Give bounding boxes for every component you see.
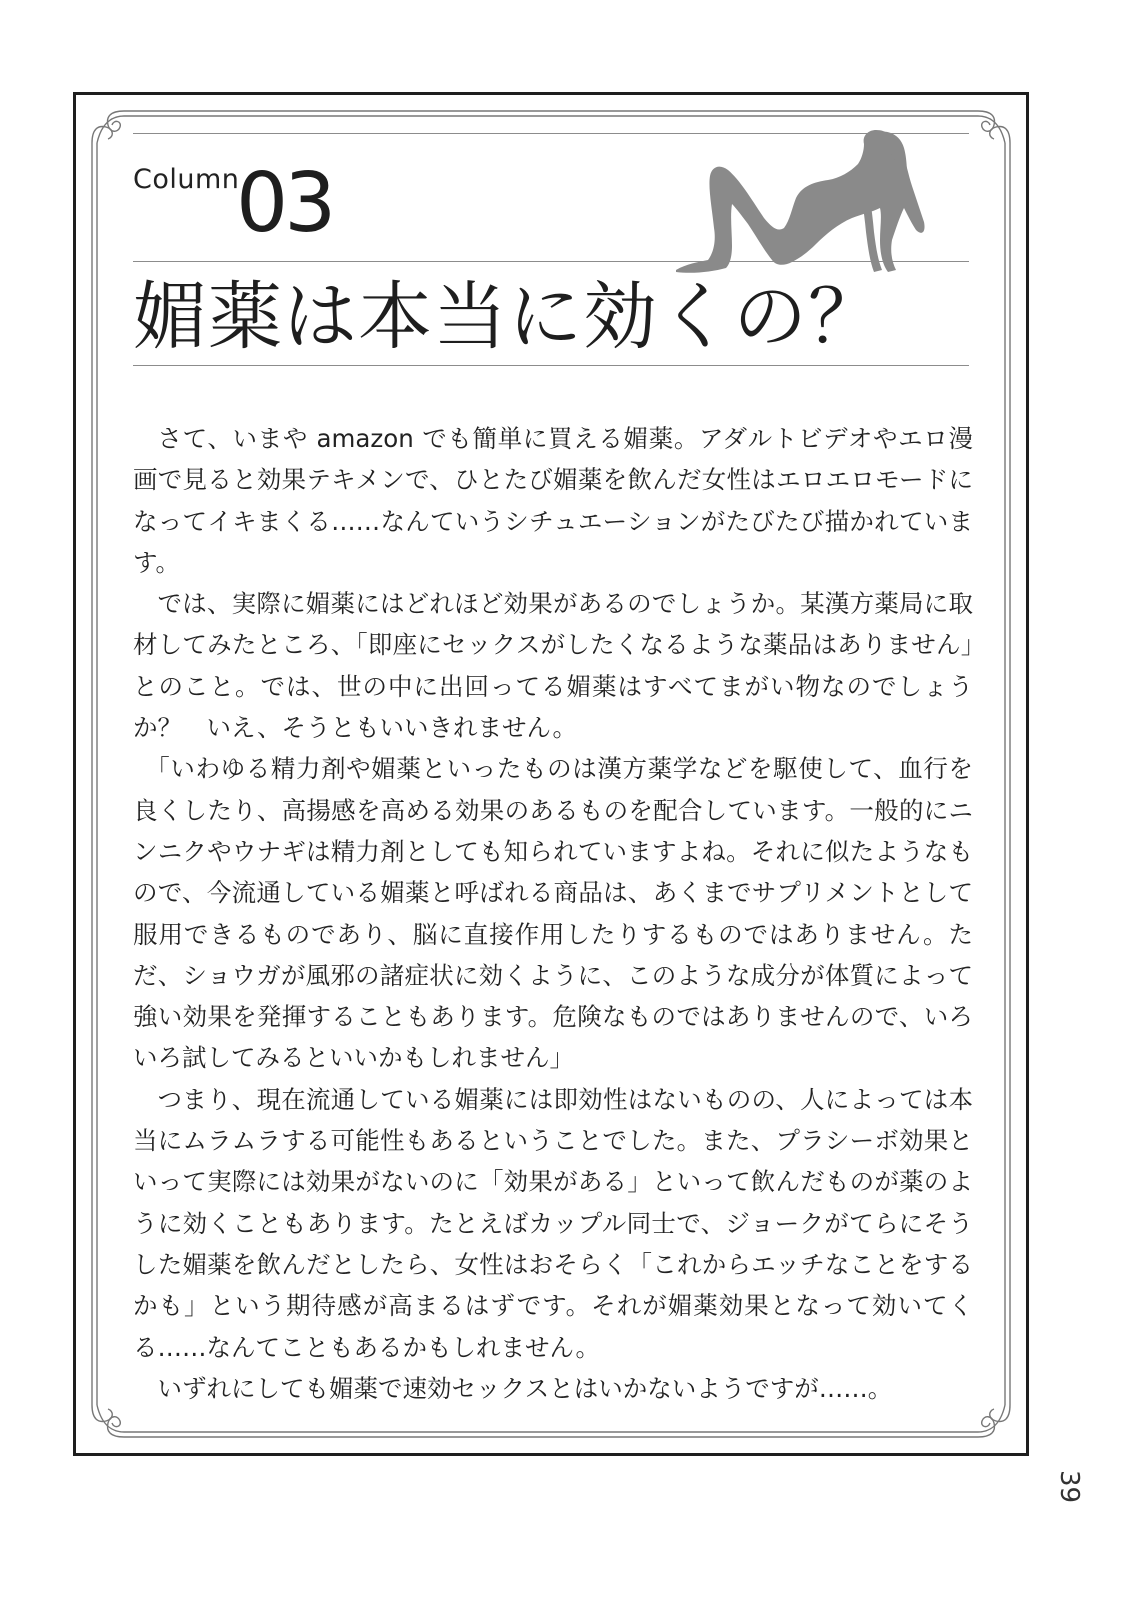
paragraph: つまり、現在流通している媚薬には即効性はないものの、人によっては本当にムラムラする可能性もあるということでした。また、プラシーボ効果といって実際には効果がないのに「効果がある」といって飲んだものが薬のように効くこともあります。たとえばカップル同士で、ジョークがてらにそうした媚薬を飲んだとしたら、女性はおそらく「これからエッチなことをするかも」という期待感が高まるはずです。それが媚薬効果となって効いてくる……なんてこともあるかもしれません。 — [133, 1084, 973, 1362]
page-number: 39 — [1054, 1470, 1084, 1504]
article-body — [133, 418, 973, 1409]
header-rule-bottom — [133, 365, 969, 366]
paragraph: いずれにしても媚薬で速効セックスとはいかないようですが……。 — [157, 1373, 893, 1403]
page-title: 媚薬は本当に効くの？ — [133, 274, 883, 360]
paragraph: では、実際に媚薬にはどれほど効果があるのでしょうか。某漢方薬局に取材してみたところ、「即座にセックスがしたくなるような薬品はありません」とのこと。では、世の中に出回ってる媚薬はすべてまがい物なのでしょうか？ いえ、そうともいいきれません。 — [133, 589, 973, 743]
woman-silhouette-illustration — [668, 124, 930, 276]
column-number: 03 — [236, 156, 333, 251]
paragraph-quote: 「いわゆる精力剤や媚薬といったものは漢方薬学などを駆使して、血行を良くしたり、高揚感を高める効果のあるものを配合しています。一般的にニンニクやウナギは精力剤としても知られていますよね。それに似たようなもので、今流通している媚薬と呼ばれる商品は、あくまでサプリメントとして服用できるものであり、脳に直接作用したりするものではありません。ただ、ショウガが風邪の諸症状に効くように、このような成分が体質によって強い効果を発揮することもあります。危険なものではありませんので、いろいろ試してみるといいかもしれません」 — [133, 754, 973, 1073]
paragraph: さて、いまや amazon でも簡単に買える媚薬。アダルトビデオやエロ漫画で見ると効果テキメンで、ひとたび媚薬を飲んだ女性はエロエロモードになってイキまくる……なんていうシチュエーションがたびたび描かれています。 — [133, 424, 973, 577]
column-label: Column — [133, 164, 240, 195]
